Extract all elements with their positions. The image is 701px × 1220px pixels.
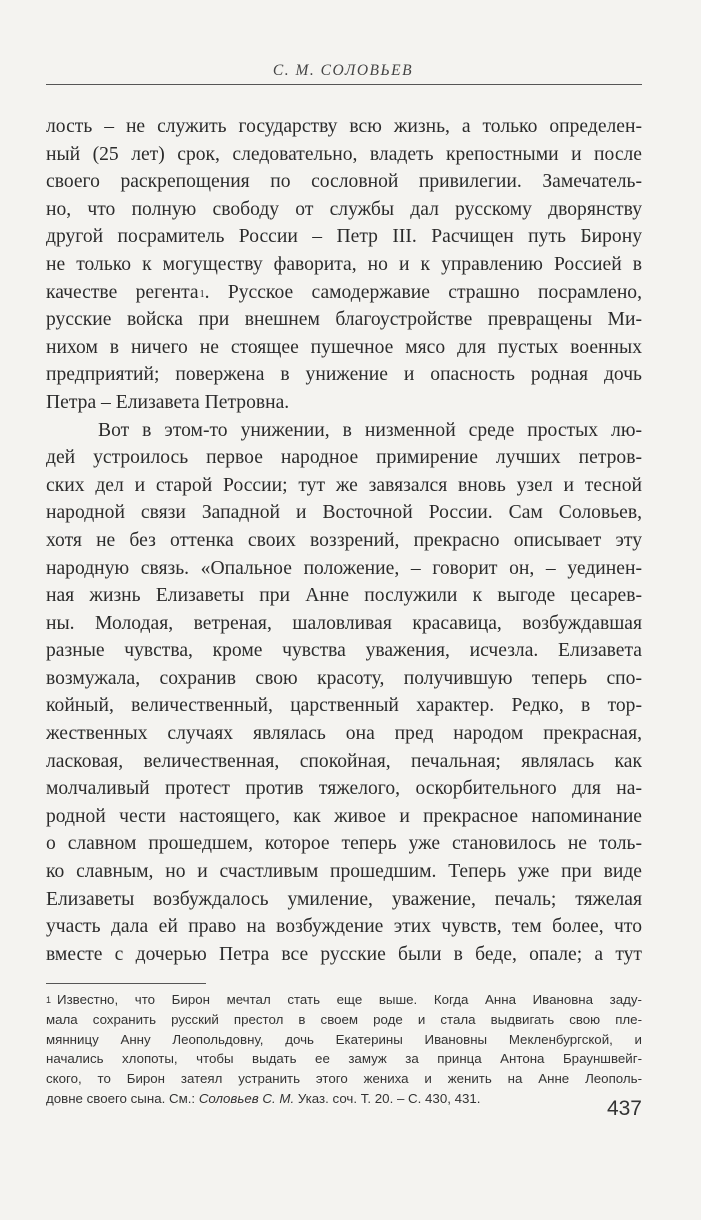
text-line: ная жизнь Елизаветы при Анне послужили к выгоде цесарев- — [46, 585, 642, 607]
footnote-text: Известно, что Бирон мечтал стать еще выше. Когда Анна Ивановна заду- — [57, 992, 642, 1007]
text-line: участь дала ей право на возбуждение этих чувств, тем более, что — [46, 916, 642, 938]
text-line: не только к могуществу фаворита, но и к управлению Россией в — [46, 253, 642, 275]
text-line: ласковая, величественная, спокойная, печальная; являлась как — [46, 750, 642, 772]
text-line: ный (25 лет) срок, следовательно, владеть крепостными и после — [46, 143, 642, 165]
text-line: предприятий; повержена в унижение и опасность родная дочь — [46, 364, 642, 386]
footnote-divider — [46, 983, 206, 984]
text-line: хотя не без оттенка своих воззрений, прекрасно описывает эту — [46, 529, 642, 551]
text-line: народной связи Западной и Восточной России. Сам Соловьев, — [46, 502, 642, 524]
footnote-reference[interactable]: 1 — [199, 288, 205, 300]
footnote-text: довне своего сына. См.: — [46, 1090, 199, 1106]
text-line: жественных случаях являлась она пред народом прекрасная, — [46, 723, 642, 745]
text-line: народную связь. «Опальное положение, – говорит он, – уединен- — [46, 557, 642, 579]
text-line: вместе с дочерью Петра все русские были в беде, опале; а тут — [46, 943, 642, 965]
footnote-line: мянницу Анну Леопольдовну, дочь Екатерины Ивановны Мекленбургской, и — [46, 1031, 642, 1047]
text-line: нихом в ничего не стоящее пушечное мясо для пустых военных — [46, 336, 642, 358]
text-line: русские войска при внешнем благоустройстве превращены Ми- — [46, 309, 642, 331]
text-line: Вот в этом-то унижении, в низменной среде простых лю- — [98, 419, 642, 441]
text-fragment: качестве регента — [46, 281, 199, 303]
footnote-line: начались хлопоты, чтобы выдать ее замуж за принца Антона Брауншвейг- — [46, 1051, 642, 1067]
running-header: С. М. СОЛОВЬЕВ — [272, 62, 414, 79]
text-fragment: . Русское самодержавие страшно посрамлено, — [204, 281, 642, 303]
footnote-marker: 1 — [46, 995, 52, 1005]
text-line: ны. Молодая, ветреная, шаловливая красавица, возбуждавшая — [46, 612, 642, 634]
text-line: ских дел и старой России; тут же завязался вновь узел и тесной — [46, 474, 642, 496]
footnote-line — [46, 1089, 642, 1109]
text-line: Елизаветы возбуждалось умиление, уважение, печаль; тяжелая — [46, 888, 642, 910]
main-text — [46, 113, 642, 968]
text-line: Петра – Елизавета Петровна. — [46, 391, 290, 413]
paragraph-2 — [46, 417, 642, 969]
text-line: возмужала, сохранив свою красоту, получившую теперь спо- — [46, 667, 642, 689]
footnote — [46, 990, 642, 1109]
text-line: лость – не служить государству всю жизнь, а только определен- — [46, 116, 642, 137]
text-line: родной чести настоящего, как живое и прекрасное напоминание — [46, 805, 642, 827]
paragraph-1 — [46, 113, 642, 417]
text-line: молчаливый протест против тяжелого, оскорбительного для на- — [46, 778, 642, 800]
text-line: ко славным, но и счастливым прошедшим. Теперь уже при виде — [46, 861, 642, 883]
text-line: но, что полную свободу от службы дал русскому дворянству — [46, 198, 642, 220]
footnote-text: Указ. соч. Т. 20. – С. 430, 431. — [294, 1090, 481, 1106]
text-line: о славном прошедшем, которое теперь уже становилось не толь- — [46, 833, 642, 855]
text-line: дей устроилось первое народное примирение лучших петров- — [46, 447, 642, 469]
page-number: 437 — [606, 1097, 642, 1120]
header-divider — [46, 84, 642, 85]
text-line: своего раскрепощения по сословной привилегии. Замечатель- — [46, 171, 642, 193]
footnote-citation-author: Соловьев С. М. — [198, 1090, 295, 1106]
text-line-with-footnote-ref — [46, 279, 642, 307]
text-line: койный, величественный, царственный характер. Редко, в тор- — [46, 695, 642, 717]
footnote-line: ского, то Бирон затеял устранить этого жениха и женить на Анне Леополь- — [46, 1071, 642, 1087]
text-line: другой посрамитель России – Петр III. Расчищен путь Бирону — [46, 226, 642, 248]
footnote-line — [46, 990, 642, 1010]
text-line: разные чувства, кроме чувства уважения, исчезла. Елизавета — [46, 640, 642, 662]
footnote-line: мала сохранить русский престол в своем роде и стала выдвигать свою пле- — [46, 1011, 642, 1027]
